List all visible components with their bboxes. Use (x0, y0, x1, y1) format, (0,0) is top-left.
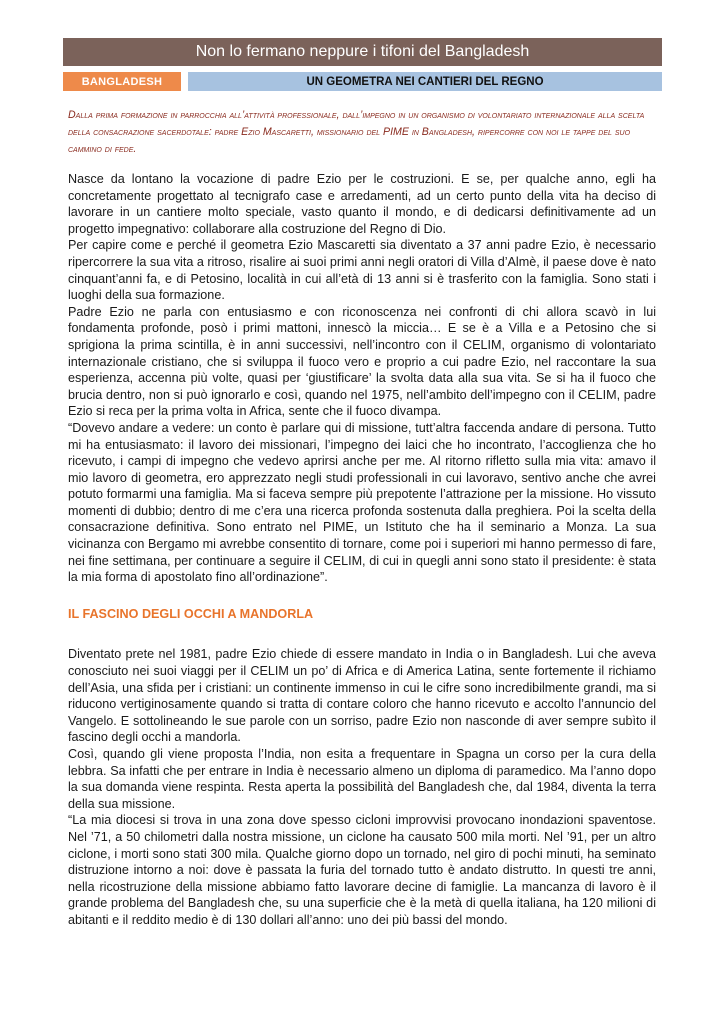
paragraph: “Dovevo andare a vedere: un conto è parlare qui di missione, tutt’altra faccenda andare di persona. Tutto mi ha entusiasmato: il lavoro dei missionari, l’impegno dei laici che ho incontrato, l’accoglienza che ho ricevuto, i campi di impegno che vedevo aprirsi anche per me. Al ritorno rifletto sulla mia vita: amavo il mio lavoro di geometra, ero apprezzato negli studi professionali in cui lavoravo, sentivo anche che avrei potuto formarmi una famiglia. Ma si faceva sempre più prepotente l’attrazione per la missione. Ho vissuto momenti di dubbio; dentro di me c’era una ricerca profonda sostenuta dalla preghiera. Poi la scelta della consacrazione definitiva. Sono entrato nel PIME, un Istituto che ha il seminario a Monza. La sua vicinanza con Bergamo mi avrebbe consentito di tornare, come poi i superiori mi hanno permesso di fare, nei fine settimana, per continuare a seguire il CELIM, di cui in quegli anni sono stato il presidente: è stata la mia forma di apostolato fino all’ordinazione”. (68, 420, 656, 585)
intro-abstract: Dalla prima formazione in parrocchia all’attività professionale, dall’impegno in un organismo di volontariato internazionale alla scelta della consacrazione sacerdotale: padre Ezio Mascaretti, missionario del PIME in Bangladesh, ripercorre con noi le tappe del suo cammino di fede. (68, 109, 645, 155)
paragraph: Nasce da lontano la vocazione di padre Ezio per le costruzioni. E se, per qualche anno, egli ha concretamente progettato al tecnigrafo case e arredamenti, ad un certo punto della vita ha deciso di lavorare in un cantiere molto speciale, vasto quanto il mondo, e di dedicarsi definitivamente ad un progetto impegnativo: collaborare alla costruzione del Regno di Dio. (68, 172, 656, 236)
category-label: BANGLADESH (63, 72, 181, 91)
page-title: Non lo fermano neppure i tifoni del Bangladesh (63, 38, 662, 66)
paragraph: Diventato prete nel 1981, padre Ezio chiede di essere mandato in India o in Bangladesh. Lui che aveva conosciuto nei suoi viaggi per il CELIM un po’ di Africa e di America Latina, sente fortemente il richiamo dell’Asia, una sfida per i cristiani: un continente immenso in cui le cifre sono incredibilmente grandi, ma si riducono vertiginosamente quando si tratta di contare coloro che hanno ricevuto e accolto l’annuncio del Vangelo. E sottolineando le sue parole con un sorriso, padre Ezio non nasconde di aver sempre subìto il fascino degli occhi a mandorla. (68, 647, 656, 745)
paragraph: Così, quando gli viene proposta l’India, non esita a frequentare in Spagna un corso per la cura della lebbra. Sa infatti che per entrare in India è necessario almeno un diploma di paramedico. Ma l’anno dopo la sua domanda viene respinta. Resta aperta la possibilità del Bangladesh che, dal 1984, diventa la terra della sua missione. (68, 747, 656, 811)
article-body (68, 171, 656, 929)
article-subtitle: UN GEOMETRA NEI CANTIERI DEL REGNO (188, 72, 662, 91)
paragraph: Padre Ezio ne parla con entusiasmo e con riconoscenza nei confronti di chi allora scavò in lui fondamenta profonde, posò i primi mattoni, innescò la miccia… E se è a Villa e a Petosino che si sprigiona la prima scintilla, è in anni successivi, nell’incontro con il CELIM, organismo di volontariato internazionale cristiano, che si sviluppa il fuoco vero e proprio a cui padre Ezio, nel raccontare la sua esperienza, accenna più volte, quasi per ‘giustificare’ la svolta data alla sua vita. Se si ha il fuoco che brucia dentro, non si può ignorarlo e così, quando nel 1975, nell’ambito dell’impegno con il CELIM, padre Ezio si reca per la prima volta in Africa, sente che il fuoco divampa. (68, 304, 656, 419)
paragraph: Per capire come e perché il geometra Ezio Mascaretti sia diventato a 37 anni padre Ezio, è necessario ripercorrere la sua vita a ritroso, risalire ai suoi primi anni negli oratori di Villa d’Almè, il paese dove è nato cinquant’anni fa, e di Petosino, località in cui all’età di 13 anni si è trasferito con la famiglia. Sono stati i luoghi della sua formazione. (68, 238, 656, 303)
section-heading: IL FASCINO DEGLI OCCHI A MANDORLA (68, 606, 314, 621)
paragraph: “La mia diocesi si trova in una zona dove spesso cicloni improvvisi provocano inondazioni spaventose. Nel ’71, a 50 chilometri dalla nostra missione, un ciclone ha causato 500 mila morti. Nel ’91, per un altro ciclone, i morti sono stati 300 mila. Qualche giorno dopo un tornado, nel giro di pochi minuti, ha seminato distruzione intorno a noi: dove è passata la furia del tornado tutto è andato distrutto. In questi tre anni, nella ricostruzione della missione abbiamo fatto lavorare decine di famiglie. La mancanza di lavoro è il grande problema del Bangladesh che, su una superficie che è la metà di quella italiana, ha 120 milioni di abitanti e il reddito medio è di 130 dollari all’anno: uno dei più bassi del mondo. (68, 813, 656, 927)
